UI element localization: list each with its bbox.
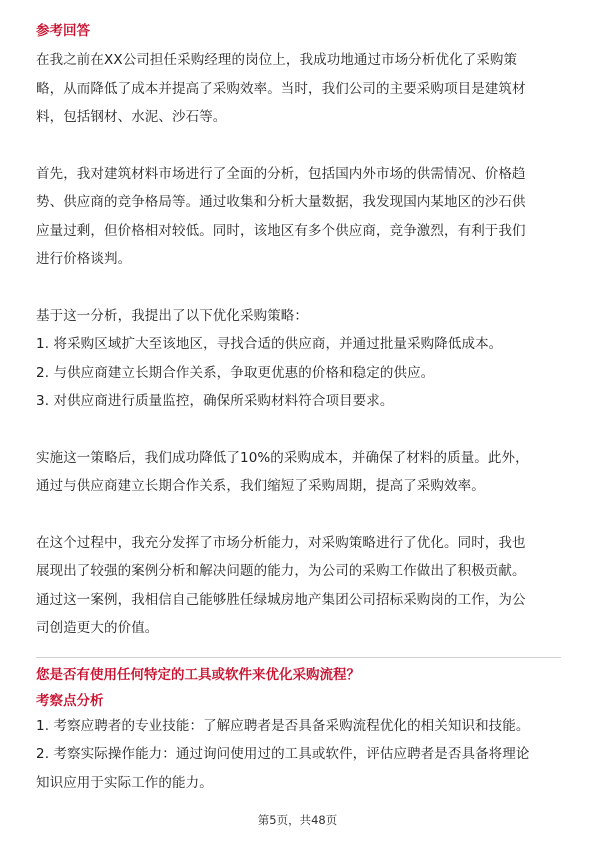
text-line: 在我之前在XX公司担任采购经理的岗位上，我成功地通过市场分析优化了采购策 [36, 52, 518, 68]
question-heading: 您是否有使用任何特定的工具或软件来优化采购流程？ [36, 666, 360, 683]
text-line: 在这个过程中，我充分发挥了市场分析能力，对采购策略进行了优化。同时，我也 [36, 534, 526, 551]
list-item: 2. 与供应商建立长期合作关系，争取更优惠的价格和稳定的供应。 [36, 364, 435, 381]
text-line: 势、供应商的竞争格局等。通过收集和分析大量数据，我发现国内某地区的沙石供 [36, 194, 526, 210]
answer-paragraph-4 [36, 444, 561, 501]
text-line: 通过这一案例，我相信自己能够胜任绿城房地产集团公司招标采购岗的工作，为公 [36, 591, 526, 608]
answer-paragraph-2 [36, 160, 561, 274]
text-line: 通过与供应商建立长期合作关系，我们缩短了采购周期，提高了采购效率。 [36, 478, 485, 494]
text-line: 进行价格谈判。 [36, 251, 132, 267]
text-line: 实施这一策略后，我们成功降低了10%的采购成本，并确保了材料的质量。此外， [36, 449, 529, 466]
analysis-heading: 考察点分析 [36, 692, 104, 709]
answer-paragraph-3 [36, 302, 561, 416]
text-line: 料，包括钢材、水泥、沙石等。 [36, 109, 227, 125]
section-divider [36, 657, 561, 658]
answer-paragraph-5 [36, 529, 561, 643]
page-number-footer: 第5页，共48页 [257, 813, 338, 827]
list-item: 3. 对供应商进行质量监控，确保所采购材料符合项目要求。 [36, 393, 394, 409]
text-line: 司创造更大的价值。 [36, 620, 159, 636]
list-item: 1. 考察应聘者的专业技能：了解应聘者是否具备采购流程优化的相关知识和技能。 [36, 717, 530, 734]
text-line: 略，从而降低了成本并提高了采购效率。当时，我们公司的主要采购项目是建筑材 [36, 80, 526, 97]
analysis-list [36, 712, 561, 798]
answer-heading: 参考回答 [36, 23, 90, 39]
list-item: 2. 考察实际操作能力：通过询问使用过的工具或软件，评估应聘者是否具备将理论 [36, 746, 530, 762]
text-line: 首先，我对建筑材料市场进行了全面的分析，包括国内外市场的供需情况、价格趋 [36, 165, 526, 182]
list-item: 1. 将采购区域扩大至该地区，寻找合适的供应商，并通过批量采购降低成本。 [36, 336, 503, 352]
page-content [36, 20, 561, 797]
text-line: 展现出了较强的案例分析和解决问题的能力，为公司的采购工作做出了积极贡献。 [36, 563, 526, 579]
text-line: 应量过剩，但价格相对较低。同时，该地区有多个供应商，竞争激烈，有利于我们 [36, 222, 526, 239]
answer-paragraph-1 [36, 46, 561, 132]
text-line: 基于这一分析，我提出了以下优化采购策略： [36, 307, 308, 324]
text-line: 知识应用于实际工作的能力。 [36, 774, 213, 791]
